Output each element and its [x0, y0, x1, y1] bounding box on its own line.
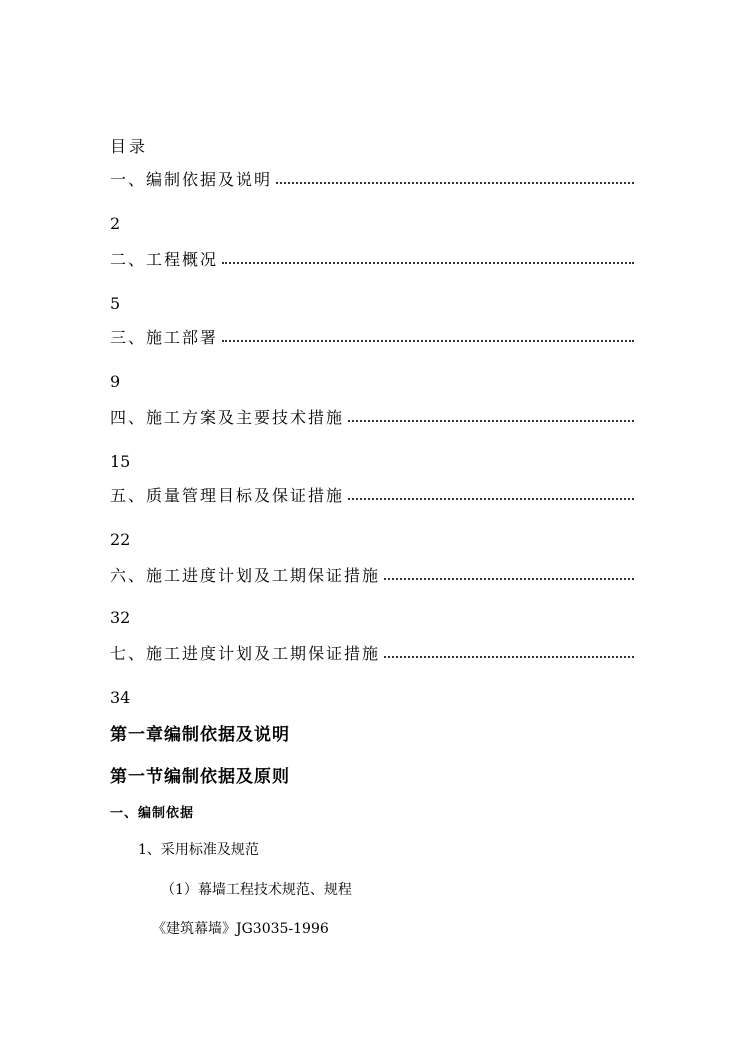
- toc-page-number: 15: [110, 452, 131, 471]
- toc-entry[interactable]: [110, 640, 634, 664]
- toc-page-number: 5: [110, 294, 121, 313]
- chapter-heading: 第一章编制依据及说明: [110, 725, 290, 745]
- toc-entry-label: 四、施工方案及主要技术措施: [110, 408, 345, 427]
- toc-entry-label: 三、施工部署: [110, 328, 219, 347]
- toc-entry-label: 五、质量管理目标及保证措施: [110, 486, 345, 505]
- toc-entry[interactable]: [110, 404, 634, 428]
- toc-page-number: 9: [110, 372, 121, 391]
- toc-leader-dots: [384, 655, 634, 658]
- toc-page-number: 22: [110, 530, 131, 549]
- toc-entry-label: 六、施工进度计划及工期保证措施: [110, 566, 381, 585]
- standard-reference: 《建筑幕墙》JG3035-1996: [152, 921, 329, 937]
- sub-list-item: （1）幕墙工程技术规范、规程: [161, 882, 352, 898]
- toc-page-number: 34: [110, 688, 131, 707]
- toc-entry[interactable]: [110, 166, 634, 190]
- toc-page-number: 2: [110, 214, 121, 233]
- subsection-heading: 一、编制依据: [110, 806, 195, 821]
- toc-leader-dots: [222, 339, 634, 342]
- toc-page-number: 32: [110, 608, 131, 627]
- toc-title: 目录: [110, 137, 149, 156]
- toc-leader-dots: [222, 261, 634, 264]
- toc-leader-dots: [276, 181, 634, 184]
- toc-leader-dots: [348, 419, 634, 422]
- section-heading: 第一节编制依据及原则: [110, 767, 290, 787]
- toc-leader-dots: [348, 497, 634, 500]
- toc-entry-label: 一、编制依据及说明: [110, 170, 273, 189]
- toc-entry[interactable]: [110, 246, 634, 270]
- list-item: 1、采用标准及规范: [138, 842, 259, 858]
- toc-entry[interactable]: [110, 562, 634, 586]
- toc-entry-label: 二、工程概况: [110, 250, 219, 269]
- toc-entry[interactable]: [110, 324, 634, 348]
- toc-leader-dots: [384, 577, 634, 580]
- toc-entry-label: 七、施工进度计划及工期保证措施: [110, 644, 381, 663]
- toc-entry[interactable]: [110, 482, 634, 506]
